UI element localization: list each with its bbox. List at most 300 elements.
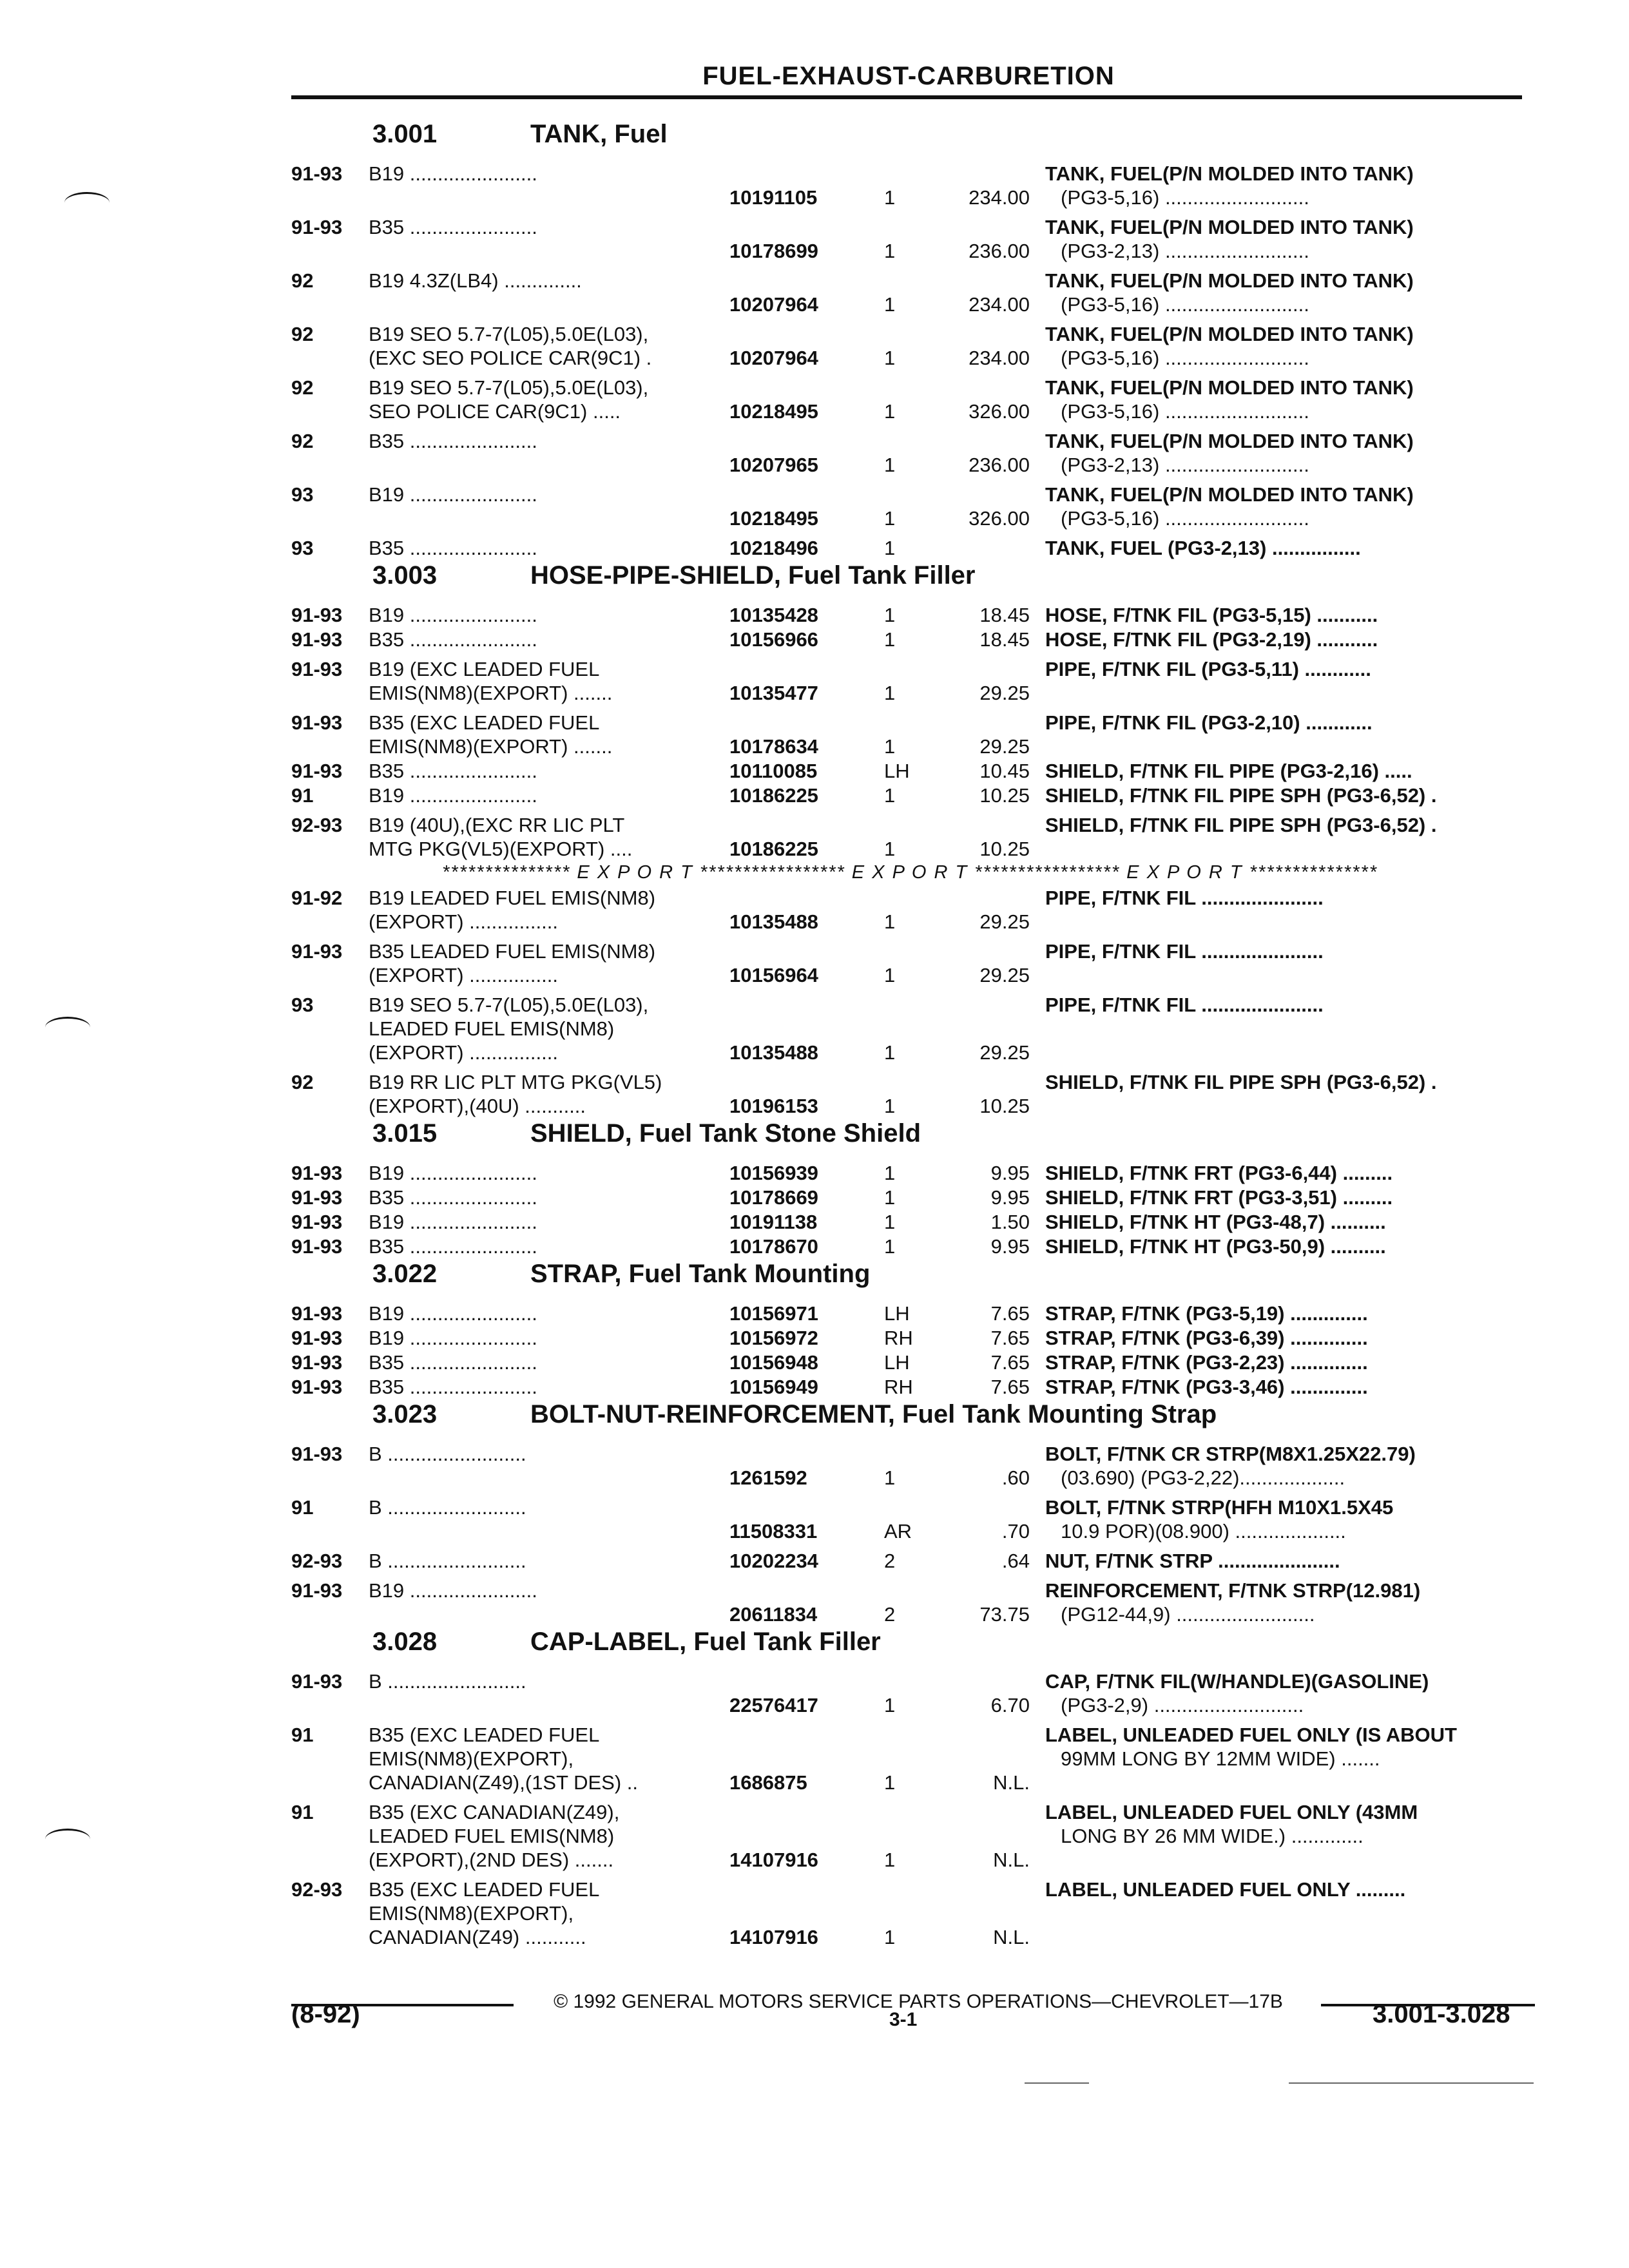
part-description xyxy=(1045,886,1503,910)
part-description xyxy=(1045,1878,1503,1901)
description-line-1: REINFORCEMENT, F/TNK STRP(12.981) xyxy=(1045,1579,1421,1602)
part-number: 10135477 xyxy=(729,682,818,704)
header-rule xyxy=(291,95,1522,99)
part-description xyxy=(1045,269,1503,316)
model-application: B19 RR LIC PLT MTG PKG(VL5) (EXPORT),(40U) ........... xyxy=(369,1071,662,1117)
price: 10.25 xyxy=(979,1095,1030,1117)
section-heading xyxy=(291,561,1528,597)
price: 236.00 xyxy=(969,240,1030,262)
description-line-2: (PG3-5,16) .......................... xyxy=(1061,186,1309,209)
quantity: 1 xyxy=(884,1694,896,1716)
part-row xyxy=(291,322,1528,370)
part-number: 14107916 xyxy=(729,1926,818,1948)
price: 326.00 xyxy=(969,400,1030,423)
model-application: B19 ....................... xyxy=(369,162,537,185)
quantity: 1 xyxy=(884,186,896,209)
part-row xyxy=(291,215,1528,263)
part-description xyxy=(1045,1326,1503,1350)
part-row xyxy=(291,483,1528,530)
price: 9.95 xyxy=(990,1162,1030,1184)
part-number: 10186225 xyxy=(729,838,818,860)
part-row xyxy=(291,939,1528,987)
margin-mark xyxy=(64,192,110,213)
part-description xyxy=(1045,1579,1503,1626)
quantity: 1 xyxy=(884,838,896,860)
price: 29.25 xyxy=(979,682,1030,704)
quantity: 1 xyxy=(884,240,896,262)
part-description xyxy=(1045,1070,1503,1094)
price: 29.25 xyxy=(979,1041,1030,1064)
quantity: AR xyxy=(884,1520,912,1542)
model-application: B19 SEO 5.7-7(L05),5.0E(L03), (EXC SEO POLICE CAR(9C1) . xyxy=(369,323,652,369)
part-description xyxy=(1045,429,1503,477)
quantity: 1 xyxy=(884,604,896,626)
section-block xyxy=(291,1260,1528,1399)
section-title: CAP-LABEL, Fuel Tank Filler xyxy=(530,1628,881,1656)
price: 7.65 xyxy=(990,1376,1030,1398)
description-line-1: SHIELD, F/TNK FIL PIPE SPH (PG3-6,52) . xyxy=(1045,1071,1437,1093)
description-line-1: STRAP, F/TNK (PG3-2,23) .............. xyxy=(1045,1351,1368,1374)
part-description xyxy=(1045,1161,1503,1185)
part-number: 10135428 xyxy=(729,604,818,626)
quantity: 1 xyxy=(884,1926,896,1948)
part-description xyxy=(1045,1442,1503,1490)
description-line-1: PIPE, F/TNK FIL ...................... xyxy=(1045,940,1324,963)
part-number: 10110085 xyxy=(729,760,818,782)
part-number: 10178670 xyxy=(729,1235,818,1258)
model-year: 91-93 xyxy=(291,1351,343,1374)
part-description xyxy=(1045,1235,1503,1258)
part-description xyxy=(1045,628,1503,651)
model-year: 91 xyxy=(291,1496,314,1519)
quantity: 1 xyxy=(884,735,896,758)
description-line-2: 99MM LONG BY 12MM WIDE) ....... xyxy=(1061,1747,1380,1770)
price: 18.45 xyxy=(979,604,1030,626)
model-year: 92 xyxy=(291,376,314,399)
part-description xyxy=(1045,813,1503,837)
part-row xyxy=(291,1302,1528,1325)
quantity: 1 xyxy=(884,1095,896,1117)
price: 29.25 xyxy=(979,964,1030,986)
part-description xyxy=(1045,1669,1503,1717)
part-description xyxy=(1045,711,1503,735)
part-row xyxy=(291,269,1528,316)
description-line-1: NUT, F/TNK STRP ...................... xyxy=(1045,1550,1340,1572)
part-row xyxy=(291,162,1528,209)
price: .70 xyxy=(1001,1520,1030,1542)
part-description xyxy=(1045,1549,1503,1573)
part-row xyxy=(291,711,1528,758)
model-year: 91-93 xyxy=(291,216,343,238)
model-year: 91-93 xyxy=(291,760,343,782)
part-description xyxy=(1045,1210,1503,1234)
price: 9.95 xyxy=(990,1235,1030,1258)
part-number: 10156949 xyxy=(729,1376,818,1398)
quantity: 1 xyxy=(884,1771,896,1794)
model-application: B35 ....................... xyxy=(369,216,537,238)
part-row xyxy=(291,536,1528,560)
quantity: 1 xyxy=(884,537,896,559)
part-row xyxy=(291,628,1528,651)
model-application: B35 ....................... xyxy=(369,1235,537,1258)
part-row xyxy=(291,1210,1528,1234)
part-description xyxy=(1045,1800,1503,1848)
part-number: 1261592 xyxy=(729,1466,807,1489)
model-year: 91-93 xyxy=(291,1186,343,1209)
description-line-1: TANK, FUEL(P/N MOLDED INTO TANK) xyxy=(1045,430,1414,452)
part-description xyxy=(1045,759,1503,783)
section-range: 3.001-3.028 xyxy=(1373,2000,1510,2028)
model-year: 92 xyxy=(291,430,314,452)
section-block xyxy=(291,561,1528,1118)
description-line-1: SHIELD, F/TNK FRT (PG3-3,51) ......... xyxy=(1045,1186,1393,1209)
part-number: 1686875 xyxy=(729,1771,807,1794)
quantity: 1 xyxy=(884,1041,896,1064)
description-line-1: STRAP, F/TNK (PG3-5,19) .............. xyxy=(1045,1302,1368,1325)
part-number: 20611834 xyxy=(729,1603,818,1626)
description-line-2: (PG3-5,16) .......................... xyxy=(1061,293,1309,316)
part-description xyxy=(1045,483,1503,530)
section-title: STRAP, Fuel Tank Mounting xyxy=(530,1260,871,1288)
margin-mark xyxy=(45,1829,90,1850)
part-row xyxy=(291,1070,1528,1118)
model-year: 91 xyxy=(291,1724,314,1746)
quantity: 1 xyxy=(884,784,896,807)
description-line-2: 10.9 POR)(08.900) .................... xyxy=(1061,1520,1346,1542)
part-row xyxy=(291,1326,1528,1350)
model-application: B19 SEO 5.7-7(L05),5.0E(L03), SEO POLICE CAR(9C1) ..... xyxy=(369,376,649,423)
model-year: 91 xyxy=(291,1801,314,1823)
part-row xyxy=(291,1442,1528,1490)
margin-mark xyxy=(45,1017,90,1038)
model-year: 91-93 xyxy=(291,658,343,680)
section-block xyxy=(291,120,1528,560)
description-line-1: LABEL, UNLEADED FUEL ONLY (IS ABOUT xyxy=(1045,1724,1457,1746)
page-number: 3-1 xyxy=(889,2009,918,2030)
model-year: 91-93 xyxy=(291,1162,343,1184)
part-description xyxy=(1045,783,1503,807)
part-number: 10218496 xyxy=(729,537,818,559)
description-line-1: TANK, FUEL(P/N MOLDED INTO TANK) xyxy=(1045,162,1414,185)
quantity: 1 xyxy=(884,1466,896,1489)
section-number: 3.003 xyxy=(372,561,438,590)
part-number: 14107916 xyxy=(729,1849,818,1871)
part-description xyxy=(1045,322,1503,370)
model-application: B35 (EXC LEADED FUEL EMIS(NM8)(EXPORT) ....... xyxy=(369,711,613,758)
description-line-1: PIPE, F/TNK FIL (PG3-5,11) ............ xyxy=(1045,658,1371,680)
part-description xyxy=(1045,1723,1503,1771)
description-line-1: SHIELD, F/TNK HT (PG3-48,7) .......... xyxy=(1045,1211,1386,1233)
description-line-1: PIPE, F/TNK FIL (PG3-2,10) ............ xyxy=(1045,711,1373,734)
section-block xyxy=(291,1628,1528,1949)
model-application: B ......................... xyxy=(369,1670,526,1693)
model-year: 92-93 xyxy=(291,1878,343,1901)
model-year: 91-93 xyxy=(291,604,343,626)
part-row xyxy=(291,1161,1528,1185)
part-number: 10178699 xyxy=(729,240,818,262)
quantity: RH xyxy=(884,1327,913,1349)
part-number: 10156971 xyxy=(729,1302,818,1325)
model-application: B35 LEADED FUEL EMIS(NM8) (EXPORT) ................ xyxy=(369,940,656,986)
part-number: 10135488 xyxy=(729,1041,818,1064)
model-year: 91-93 xyxy=(291,1579,343,1602)
export-divider: *************** E X P O R T ***************** E X P O R T ***************** E X P O R T *************** xyxy=(442,862,1378,883)
model-application: B35 ....................... xyxy=(369,537,537,559)
price: 7.65 xyxy=(990,1327,1030,1349)
section-title: TANK, Fuel xyxy=(530,120,668,148)
section-title: BOLT-NUT-REINFORCEMENT, Fuel Tank Mounting Strap xyxy=(530,1400,1217,1428)
scan-artifact xyxy=(1289,2082,1534,2084)
price: 6.70 xyxy=(990,1694,1030,1716)
price: 234.00 xyxy=(969,186,1030,209)
description-line-1: PIPE, F/TNK FIL ...................... xyxy=(1045,994,1324,1016)
quantity: 1 xyxy=(884,293,896,316)
model-year: 91-93 xyxy=(291,1302,343,1325)
model-application: B35 (EXC LEADED FUEL EMIS(NM8)(EXPORT), CANADIAN(Z49) ........... xyxy=(369,1878,600,1948)
description-line-1: STRAP, F/TNK (PG3-3,46) .............. xyxy=(1045,1376,1368,1398)
part-row xyxy=(291,783,1528,807)
part-description xyxy=(1045,657,1503,681)
section-number: 3.022 xyxy=(372,1260,438,1288)
description-line-1: SHIELD, F/TNK FIL PIPE (PG3-2,16) ..... xyxy=(1045,760,1412,782)
section-heading xyxy=(291,1119,1528,1155)
model-year: 91 xyxy=(291,784,314,807)
model-year: 91-93 xyxy=(291,1235,343,1258)
part-description xyxy=(1045,1302,1503,1325)
model-year: 92 xyxy=(291,1071,314,1093)
part-row xyxy=(291,1495,1528,1543)
part-row xyxy=(291,886,1528,934)
model-year: 92-93 xyxy=(291,1550,343,1572)
quantity: 1 xyxy=(884,347,896,369)
part-row xyxy=(291,657,1528,705)
model-year: 91-93 xyxy=(291,940,343,963)
quantity: 1 xyxy=(884,628,896,651)
quantity: 1 xyxy=(884,507,896,530)
part-row xyxy=(291,1549,1528,1573)
section-title: HOSE-PIPE-SHIELD, Fuel Tank Filler xyxy=(530,561,976,590)
description-line-1: LABEL, UNLEADED FUEL ONLY ......... xyxy=(1045,1878,1406,1901)
model-application: B35 (EXC LEADED FUEL EMIS(NM8)(EXPORT), CANADIAN(Z49),(1ST DES) .. xyxy=(369,1724,639,1794)
price: 10.25 xyxy=(979,784,1030,807)
part-row xyxy=(291,1723,1528,1794)
price: 234.00 xyxy=(969,347,1030,369)
part-number: 10156966 xyxy=(729,628,818,651)
part-row xyxy=(291,376,1528,423)
section-number: 3.023 xyxy=(372,1400,438,1428)
section-block xyxy=(291,1400,1528,1626)
price: 7.65 xyxy=(990,1351,1030,1374)
part-row xyxy=(291,1375,1528,1399)
description-line-1: TANK, FUEL(P/N MOLDED INTO TANK) xyxy=(1045,376,1414,399)
part-number: 10202234 xyxy=(729,1550,818,1572)
quantity: 1 xyxy=(884,1235,896,1258)
model-year: 91-93 xyxy=(291,1443,343,1465)
quantity: LH xyxy=(884,760,910,782)
price: 1.50 xyxy=(990,1211,1030,1233)
quantity: 1 xyxy=(884,682,896,704)
part-row xyxy=(291,1579,1528,1626)
section-heading xyxy=(291,1400,1528,1436)
description-line-1: SHIELD, F/TNK FIL PIPE SPH (PG3-6,52) . xyxy=(1045,814,1437,836)
section-title: SHIELD, Fuel Tank Stone Shield xyxy=(530,1119,921,1148)
price: N.L. xyxy=(993,1849,1030,1871)
description-line-2: (PG3-2,13) .......................... xyxy=(1061,240,1309,262)
description-line-1: TANK, FUEL(P/N MOLDED INTO TANK) xyxy=(1045,483,1414,506)
part-row xyxy=(291,813,1528,861)
quantity: 2 xyxy=(884,1603,896,1626)
quantity: 1 xyxy=(884,400,896,423)
section-number: 3.001 xyxy=(372,120,438,148)
section-block xyxy=(291,1119,1528,1258)
model-application: B ......................... xyxy=(369,1443,526,1465)
model-application: B19 ....................... xyxy=(369,483,537,506)
model-application: B19 LEADED FUEL EMIS(NM8) (EXPORT) ................ xyxy=(369,887,656,933)
part-description xyxy=(1045,993,1503,1017)
model-application: B19 ....................... xyxy=(369,1162,537,1184)
price: 29.25 xyxy=(979,910,1030,933)
model-application: B35 ....................... xyxy=(369,1186,537,1209)
model-year: 92 xyxy=(291,323,314,345)
model-year: 93 xyxy=(291,994,314,1016)
model-application: B19 ....................... xyxy=(369,1579,537,1602)
model-application: B19 ....................... xyxy=(369,1327,537,1349)
model-application: B19 (EXC LEADED FUEL EMIS(NM8)(EXPORT) ....... xyxy=(369,658,613,704)
description-line-1: CAP, F/TNK FIL(W/HANDLE)(GASOLINE) xyxy=(1045,1670,1429,1693)
part-row xyxy=(291,429,1528,477)
model-year: 92 xyxy=(291,269,314,292)
description-line-2: (PG12-44,9) ......................... xyxy=(1061,1603,1315,1626)
part-description xyxy=(1045,1495,1503,1543)
part-number: 10156948 xyxy=(729,1351,818,1374)
part-number: 10178634 xyxy=(729,735,818,758)
part-description xyxy=(1045,536,1503,560)
description-line-1: SHIELD, F/TNK FRT (PG3-6,44) ......... xyxy=(1045,1162,1393,1184)
quantity: 1 xyxy=(884,1162,896,1184)
part-row xyxy=(291,603,1528,627)
parts-listing xyxy=(291,119,1528,1949)
description-line-1: PIPE, F/TNK FIL ...................... xyxy=(1045,887,1324,909)
description-line-1: HOSE, F/TNK FIL (PG3-2,19) ........... xyxy=(1045,628,1378,651)
copyright-text: © 1992 GENERAL MOTORS SERVICE PARTS OPERATIONS—CHEVROLET—17B xyxy=(554,1991,1283,2012)
price: 7.65 xyxy=(990,1302,1030,1325)
part-row xyxy=(291,1186,1528,1209)
model-year: 91-93 xyxy=(291,1211,343,1233)
model-year: 91-93 xyxy=(291,1327,343,1349)
description-line-1: TANK, FUEL (PG3-2,13) ................ xyxy=(1045,537,1361,559)
description-line-1: BOLT, F/TNK STRP(HFH M10X1.5X45 xyxy=(1045,1496,1394,1519)
revision-date: (8-92) xyxy=(291,2000,360,2028)
description-line-1: SHIELD, F/TNK HT (PG3-50,9) .......... xyxy=(1045,1235,1386,1258)
price: 18.45 xyxy=(979,628,1030,651)
model-application: B ......................... xyxy=(369,1496,526,1519)
part-description xyxy=(1045,939,1503,963)
part-number: 10156972 xyxy=(729,1327,818,1349)
quantity: 1 xyxy=(884,454,896,476)
part-number: 10156964 xyxy=(729,964,818,986)
section-number: 3.015 xyxy=(372,1119,438,1148)
description-line-1: TANK, FUEL(P/N MOLDED INTO TANK) xyxy=(1045,216,1414,238)
model-application: B35 ....................... xyxy=(369,628,537,651)
part-description xyxy=(1045,1350,1503,1374)
part-number: 10218495 xyxy=(729,400,818,423)
model-application: B35 ....................... xyxy=(369,1351,537,1374)
part-description xyxy=(1045,162,1503,209)
description-line-2: (PG3-5,16) .......................... xyxy=(1061,507,1309,530)
part-description xyxy=(1045,603,1503,627)
part-number: 10156939 xyxy=(729,1162,818,1184)
model-year: 91-93 xyxy=(291,162,343,185)
description-line-2: (PG3-5,16) .......................... xyxy=(1061,347,1309,369)
part-row xyxy=(291,1350,1528,1374)
model-year: 91-92 xyxy=(291,887,343,909)
model-application: B35 ....................... xyxy=(369,430,537,452)
part-row xyxy=(291,993,1528,1064)
description-line-1: LABEL, UNLEADED FUEL ONLY (43MM xyxy=(1045,1801,1418,1823)
part-number: 22576417 xyxy=(729,1694,818,1716)
page-title: FUEL-EXHAUST-CARBURETION xyxy=(702,62,1115,90)
section-number: 3.028 xyxy=(372,1628,438,1656)
part-number: 10191105 xyxy=(729,186,818,209)
part-number: 10196153 xyxy=(729,1095,818,1117)
part-number: 10207965 xyxy=(729,454,818,476)
part-number: 10207964 xyxy=(729,347,818,369)
model-year: 93 xyxy=(291,483,314,506)
part-row xyxy=(291,1800,1528,1872)
price: 236.00 xyxy=(969,454,1030,476)
model-application: B19 (40U),(EXC RR LIC PLT MTG PKG(VL5)(EXPORT) .... xyxy=(369,814,633,860)
model-year: 91-93 xyxy=(291,1376,343,1398)
price: 234.00 xyxy=(969,293,1030,316)
price: .60 xyxy=(1001,1466,1030,1489)
quantity: RH xyxy=(884,1376,913,1398)
quantity: 1 xyxy=(884,1186,896,1209)
model-application: B19 ....................... xyxy=(369,604,537,626)
model-application: B19 ....................... xyxy=(369,784,537,807)
price: 10.25 xyxy=(979,838,1030,860)
part-row xyxy=(291,1878,1528,1949)
scan-artifact xyxy=(1025,2082,1089,2084)
section-heading xyxy=(291,1260,1528,1296)
part-number: 10207964 xyxy=(729,293,818,316)
part-number: 10178669 xyxy=(729,1186,818,1209)
price: N.L. xyxy=(993,1771,1030,1794)
quantity: LH xyxy=(884,1351,910,1374)
model-year: 92-93 xyxy=(291,814,343,836)
model-application: B19 ....................... xyxy=(369,1211,537,1233)
model-year: 91-93 xyxy=(291,1670,343,1693)
quantity: 1 xyxy=(884,1211,896,1233)
quantity: 1 xyxy=(884,1849,896,1871)
part-description xyxy=(1045,1375,1503,1399)
part-description xyxy=(1045,1186,1503,1209)
quantity: LH xyxy=(884,1302,910,1325)
quantity: 1 xyxy=(884,964,896,986)
quantity: 2 xyxy=(884,1550,896,1572)
part-row xyxy=(291,1669,1528,1717)
price: 326.00 xyxy=(969,507,1030,530)
model-application: B35 ....................... xyxy=(369,1376,537,1398)
model-application: B ......................... xyxy=(369,1550,526,1572)
model-year: 93 xyxy=(291,537,314,559)
price: 29.25 xyxy=(979,735,1030,758)
part-description xyxy=(1045,215,1503,263)
part-description xyxy=(1045,376,1503,423)
description-line-1: TANK, FUEL(P/N MOLDED INTO TANK) xyxy=(1045,269,1414,292)
part-row xyxy=(291,759,1528,783)
price: 9.95 xyxy=(990,1186,1030,1209)
description-line-2: (PG3-2,13) .......................... xyxy=(1061,454,1309,476)
